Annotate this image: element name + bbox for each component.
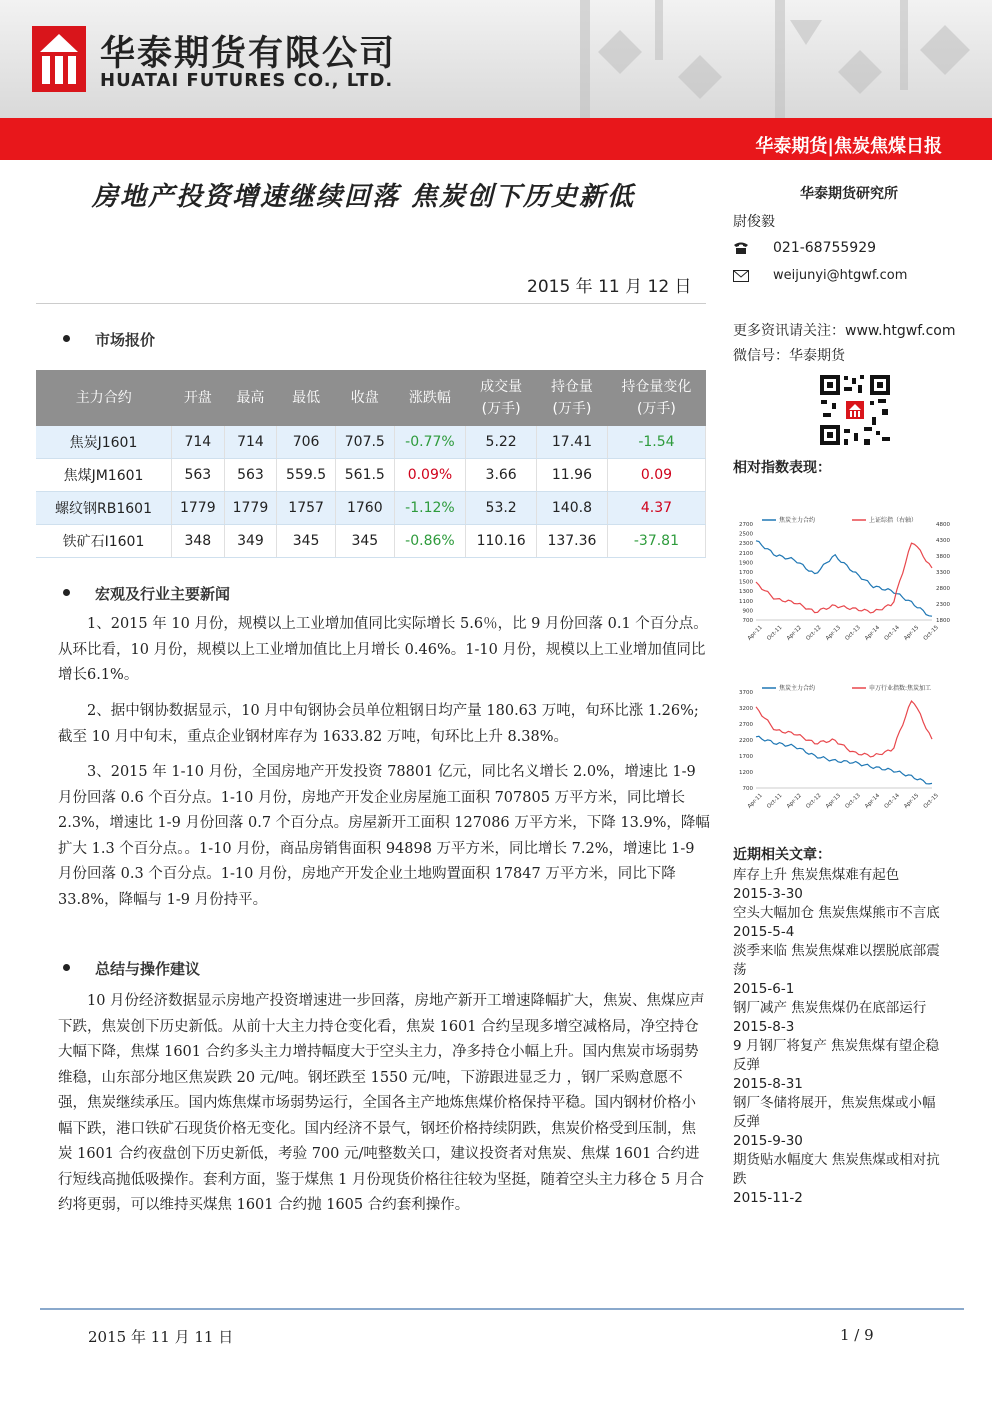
- x-tick-label: Oct-15: [922, 624, 940, 642]
- email-icon: [733, 270, 749, 282]
- x-tick-label: Oct-12: [805, 624, 823, 642]
- legend-label: 焦炭主力合约: [779, 517, 816, 524]
- table-cell: -37.81: [607, 525, 705, 558]
- table-cell: 0.09: [607, 459, 705, 492]
- articles-title: 近期相关文章：: [733, 847, 831, 863]
- x-tick-label: Oct-15: [922, 792, 940, 810]
- table-header-row: [36, 370, 706, 426]
- table-cell: 4.37: [607, 492, 705, 525]
- y-tick-label: 2500: [739, 531, 753, 538]
- series-line: [756, 701, 932, 757]
- report-title: 房地产投资增速继续回落 焦炭创下历史新低: [92, 182, 636, 212]
- bullet-icon: [63, 335, 70, 342]
- table-cell: 11.96: [537, 459, 608, 492]
- table-cell: 140.8: [537, 492, 608, 525]
- table-cell: 345: [277, 525, 336, 558]
- table-cell: 焦煤JM1601: [36, 459, 172, 492]
- series-line: [756, 736, 932, 784]
- divider: [36, 303, 706, 304]
- article-date: 2015-5-4: [733, 924, 795, 940]
- table-cell: 3.66: [466, 459, 537, 492]
- y-tick-label: 700: [742, 786, 753, 792]
- x-tick-label: Apr-14: [864, 792, 882, 810]
- table-header-cell: 成交量 (万手): [466, 370, 537, 426]
- analyst-name: 尉俊毅: [733, 214, 775, 230]
- table-row: [36, 459, 706, 492]
- x-tick-label: Oct-11: [766, 792, 784, 810]
- table-cell: 563: [224, 459, 277, 492]
- table-cell: 345: [335, 525, 394, 558]
- series-line: [756, 543, 932, 613]
- y-tick-label: 1900: [739, 560, 753, 567]
- article-date: 2015-3-30: [733, 886, 803, 902]
- y-tick-label-right: 4300: [936, 538, 950, 544]
- y-tick-label: 900: [742, 608, 753, 615]
- section-title-summary: 总结与操作建议: [95, 960, 201, 978]
- x-tick-label: Apr-14: [864, 624, 882, 642]
- chart-coke-vs-sw-index: [732, 680, 962, 815]
- section-title-news: 宏观及行业主要新闻: [95, 585, 231, 603]
- article-link[interactable]: 9 月钢厂将复产 焦炭焦煤有望企稳反弹: [733, 1038, 940, 1073]
- y-tick-label: 3200: [739, 706, 753, 712]
- table-cell: 0.09%: [394, 459, 466, 492]
- footer-line: [40, 1308, 964, 1310]
- y-tick-label: 1700: [739, 754, 753, 760]
- institute-name: 华泰期货研究所: [800, 186, 898, 202]
- x-tick-label: Oct-14: [883, 792, 901, 810]
- table-header-cell: 涨跌幅: [394, 370, 466, 426]
- email-address[interactable]: weijunyi@htgwf.com: [773, 268, 908, 283]
- quote-table: [36, 370, 706, 558]
- company-name-en: HUATAI FUTURES CO., LTD.: [100, 70, 394, 91]
- y-tick-label: 700: [742, 618, 753, 624]
- y-tick-label: 1300: [739, 589, 753, 596]
- table-header-cell: 最高: [224, 370, 277, 426]
- table-row: [36, 426, 706, 459]
- bullet-icon: [63, 964, 70, 971]
- index-performance-title: 相对指数表现：: [733, 460, 831, 476]
- y-tick-label: 2700: [739, 722, 753, 728]
- article-date: 2015-8-31: [733, 1076, 803, 1092]
- report-name: 华泰期货|焦炭焦煤日报: [755, 136, 942, 157]
- article-link[interactable]: 库存上升 焦炭焦煤难有起色: [733, 867, 900, 883]
- x-tick-label: Oct-14: [883, 624, 901, 642]
- y-tick-label-right: 1800: [936, 618, 950, 624]
- table-cell: 1757: [277, 492, 336, 525]
- phone-icon: [733, 241, 749, 255]
- page-number: 1 / 9: [840, 1326, 874, 1344]
- x-tick-label: Apr-11: [746, 624, 764, 642]
- y-tick-label: 2100: [739, 550, 753, 557]
- x-tick-label: Oct-13: [844, 792, 862, 810]
- x-tick-label: Apr-15: [903, 792, 921, 810]
- table-cell: -0.77%: [394, 426, 466, 459]
- y-tick-label-right: 3300: [936, 570, 950, 576]
- article-date: 2015-8-3: [733, 1019, 795, 1035]
- y-tick-label-right: 2800: [936, 586, 950, 592]
- table-cell: 螺纹钢RB1601: [36, 492, 172, 525]
- table-cell: -1.54: [607, 426, 705, 459]
- table-cell: 707.5: [335, 426, 394, 459]
- y-tick-label: 3700: [739, 690, 753, 696]
- header-decoration: [560, 0, 992, 118]
- x-tick-label: Apr-12: [785, 792, 803, 810]
- x-tick-label: Apr-13: [824, 624, 843, 642]
- table-cell: 17.41: [537, 426, 608, 459]
- table-header-cell: 收盘: [335, 370, 394, 426]
- y-tick-label: 1500: [739, 579, 753, 586]
- y-tick-label: 2700: [739, 522, 753, 528]
- table-cell: 714: [172, 426, 225, 459]
- related-articles-list: [733, 866, 943, 1208]
- article-link[interactable]: 钢厂冬储将展开，焦炭焦煤或小幅反弹: [733, 1095, 936, 1130]
- table-cell: 561.5: [335, 459, 394, 492]
- bullet-icon: [63, 589, 70, 596]
- table-cell: 349: [224, 525, 277, 558]
- news-paragraph-1: 1、2015 年 10 月份，规模以上工业增加值同比实际增长 5.6％，比 9 月份回落 0.1 个百分点。从环比看，10 月份，规模以上工业增加值比上月增长 0.46%。1-10 月份，规模以上工业增加值同比增长6.1%。: [58, 616, 708, 683]
- footer-date: 2015 年 11 月 11 日: [88, 1328, 234, 1346]
- article-date: 2015-9-30: [733, 1133, 803, 1149]
- table-cell: 53.2: [466, 492, 537, 525]
- wechat-id: 微信号：华泰期货: [733, 348, 845, 364]
- table-cell: 110.16: [466, 525, 537, 558]
- follow-website: 更多资讯请关注：www.htgwf.com: [733, 323, 956, 339]
- legend-label: 上证综指（右轴）: [869, 517, 918, 524]
- x-tick-label: Oct-13: [844, 624, 862, 642]
- table-cell: 714: [224, 426, 277, 459]
- table-cell: 137.36: [537, 525, 608, 558]
- y-tick-label: 1100: [739, 598, 753, 605]
- article-link[interactable]: 期货贴水幅度大 焦炭焦煤或相对抗跌: [733, 1152, 940, 1187]
- legend-label: 申万行业指数:焦炭加工: [869, 685, 932, 692]
- series-line: [756, 541, 932, 616]
- section-title-quote: 市场报价: [95, 331, 156, 349]
- y-tick-label: 2200: [739, 738, 753, 744]
- article-date: 2015-6-1: [733, 981, 795, 997]
- table-row: [36, 492, 706, 525]
- table-header-cell: 主力合约: [36, 370, 172, 426]
- table-cell: 焦炭J1601: [36, 426, 172, 459]
- table-header-cell: 开盘: [172, 370, 225, 426]
- table-row: [36, 525, 706, 558]
- news-paragraph-2: 2、据中钢协数据显示，10 月中旬钢协会员单位粗钢日均产量 180.63 万吨，旬环比涨 1.26%;截至 10 月中旬末，重点企业钢材库存为 1633.82 万吨，旬环比上升 8.38%。: [58, 703, 699, 745]
- y-tick-label-right: 2300: [936, 602, 950, 608]
- x-tick-label: Apr-11: [746, 792, 764, 810]
- table-cell: 706: [277, 426, 336, 459]
- table-cell: 1760: [335, 492, 394, 525]
- table-cell: 563: [172, 459, 225, 492]
- legend-label: 焦炭主力合约: [779, 685, 816, 692]
- huatai-logo: [32, 26, 86, 92]
- phone-number: 021-68755929: [773, 240, 877, 256]
- article-link[interactable]: 空头大幅加仓 焦炭焦煤熊市不言底: [733, 905, 940, 921]
- table-cell: -1.12%: [394, 492, 466, 525]
- table-header-cell: 最低: [277, 370, 336, 426]
- y-tick-label: 2300: [739, 541, 753, 548]
- report-date: 2015 年 11 月 12 日: [527, 277, 692, 297]
- x-tick-label: Apr-13: [824, 792, 843, 810]
- table-header-cell: 持仓量 (万手): [537, 370, 608, 426]
- y-tick-label-right: 3800: [936, 554, 950, 560]
- table-cell: 348: [172, 525, 225, 558]
- chart-coke-vs-shanghai: [732, 512, 962, 647]
- article-link[interactable]: 钢厂减产 焦炭焦煤仍在底部运行: [733, 1000, 927, 1016]
- table-cell: 铁矿石I1601: [36, 525, 172, 558]
- article-date: 2015-11-2: [733, 1190, 803, 1206]
- x-tick-label: Apr-12: [785, 624, 803, 642]
- y-tick-label: 1700: [739, 570, 753, 576]
- y-tick-label-right: 4800: [936, 522, 950, 528]
- x-tick-label: Oct-12: [805, 792, 823, 810]
- company-name-cn: 华泰期货有限公司: [100, 34, 397, 74]
- table-cell: 559.5: [277, 459, 336, 492]
- x-tick-label: Apr-15: [903, 624, 921, 642]
- table-cell: 1779: [224, 492, 277, 525]
- news-paragraph-3: 3、2015 年 1-10 月份，全国房地产开发投资 78801 亿元，同比名义增长 2.0%，增速比 1-9 月份回落 0.6 个百分点。1-10 月份，房地产开发企业房屋施工面积 707805 万平方米，同比增长 2.3%，增速比 1-9 月份回落 0.7 个百分点。房屋新开工面积 127086 万平方米，下降 13.9%，降幅扩大 1.3 个百分点。。1-10 月份，商品房销售面积 94898 万平方米，同比增长 7.2%，增速比 1-9 月份回落 0.3 个百分点。1-10 月份，房地产开发企业土地购置面积 17847 万平方米，同比下降 33.8%，降幅与 1-9 月份持平。: [58, 764, 710, 908]
- y-tick-label: 1200: [739, 770, 753, 776]
- summary-paragraph: 10 月份经济数据显示房地产投资增速进一步回落，房地产新开工增速降幅扩大，焦炭、焦煤应声下跌，焦炭创下历史新低。从前十大主力持仓变化看，焦炭 1601 合约呈现多增空减格局，净空持仓大幅下降，焦煤 1601 合约多头主力增持幅度大于空头主力，净多持仓小幅上升。国内焦炭市场弱势维稳，山东部分地区焦炭跌 20 元/吨。钢坯跌至 1550 元/吨，下游跟进显乏力 ，钢厂采购意愿不强，焦炭继续承压。国内炼焦煤市场弱势运行，全国各主产地炼焦煤价格保持平稳。国内钢材价格小幅下跌，港口铁矿石现货价格无变化。国内经济不景气，钢坯价格持续阴跌，焦炭价格受到压制，焦炭 1601 合约夜盘创下历史新低，考验 700 元/吨整数关口，建议投资者对焦炭、焦煤 1601 合约进行短线高抛低吸操作。套利方面，鉴于煤焦 1 月份现货价格往往较为坚挺，随着空头主力移仓 5 月合约将更弱，可以维持买煤焦 1601 合约抛 1605 合约套利操作。: [58, 993, 705, 1213]
- qr-code-icon: [818, 373, 892, 447]
- table-cell: -0.86%: [394, 525, 466, 558]
- table-header-cell: 持仓量变化 (万手): [607, 370, 705, 426]
- table-cell: 5.22: [466, 426, 537, 459]
- table-cell: 1779: [172, 492, 225, 525]
- x-tick-label: Oct-11: [766, 624, 784, 642]
- article-link[interactable]: 淡季来临 焦炭焦煤难以摆脱底部震荡: [733, 943, 940, 978]
